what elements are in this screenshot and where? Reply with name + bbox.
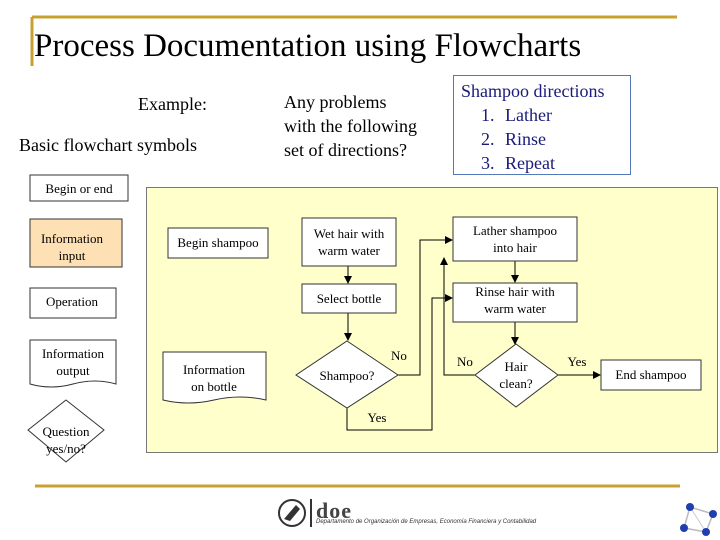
logo-caption: Departamento de Organización de Empresas, Economía Financiera y Contabilidad xyxy=(316,519,537,525)
end-shampoo-label: End shampoo xyxy=(615,367,687,382)
legend-operation-label: Operation xyxy=(46,294,98,309)
wet-hair-line1: Wet hair with xyxy=(313,226,385,241)
question-line: set of directions? xyxy=(284,140,407,160)
direction-step: 3. Repeat xyxy=(499,151,630,175)
hair-clean-line1: Hair xyxy=(504,359,528,374)
symbols-label: Basic flowchart symbols xyxy=(19,135,197,155)
hair-clean-yes-label: Yes xyxy=(567,354,587,369)
legend-begin-end-label: Begin or end xyxy=(45,181,113,196)
legend-output-line1: Information xyxy=(41,346,105,361)
info-bottle-line2: on bottle xyxy=(191,379,237,394)
legend-question-line2: yes/no? xyxy=(46,441,86,456)
info-bottle-node xyxy=(163,352,266,403)
wet-hair-line2: warm water xyxy=(318,243,380,258)
legend-input-line2: input xyxy=(58,248,86,263)
doe-logo-text: doe xyxy=(316,498,352,523)
shampoo-no-label: No xyxy=(391,348,407,363)
hair-clean-line2: clean? xyxy=(499,376,533,391)
rinse-line2: warm water xyxy=(484,301,546,316)
lather-line1: Lather shampoo xyxy=(472,223,558,238)
lather-line2: into hair xyxy=(493,240,537,255)
example-label: Example: xyxy=(138,94,207,114)
question-line: Any problems xyxy=(284,92,387,112)
directions-heading: Shampoo directions xyxy=(461,81,605,101)
info-bottle-line1: Information xyxy=(182,362,246,377)
page-title: Process Documentation using Flowcharts xyxy=(34,28,582,64)
rinse-line1: Rinse hair with xyxy=(475,284,555,299)
legend-input-line1: Information xyxy=(40,231,104,246)
question-line: with the following xyxy=(284,116,417,136)
direction-step: 2. Rinse xyxy=(499,127,630,151)
corner-molecule-icon xyxy=(680,503,717,536)
legend-question-line1: Question xyxy=(42,424,90,439)
direction-step: 1. Lather xyxy=(499,103,630,127)
hair-clean-no-label: No xyxy=(457,354,473,369)
shampoo-yes-label: Yes xyxy=(367,410,387,425)
shampoo-decision-label: Shampoo? xyxy=(319,368,375,383)
select-bottle-label: Select bottle xyxy=(316,291,382,306)
begin-shampoo-label: Begin shampoo xyxy=(177,235,259,250)
legend-output-line2: output xyxy=(56,363,90,378)
